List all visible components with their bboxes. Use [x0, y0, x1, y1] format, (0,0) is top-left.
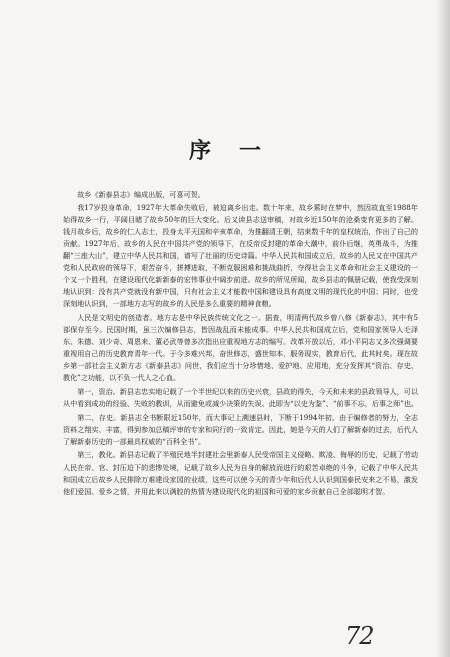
paragraph-4: 第一，资治。新县志忠实地记载了一个半世纪以来的历史兴衰，县政的得失，今天和未来的县政领导人，可以从中看到成功的经验、失败的教训，从而避免或减少决策的失误。此即为“以史为鉴”、“前事不忘，后事之师”也。: [63, 387, 419, 409]
paragraph-2: 我17岁投身革命，1927年大革命失败后，被迫离乡出走。数十年来，故乡萦时在梦中，然因故直至1988年始得故乡一行，平阔目睹了故乡50年的巨大变化。后又读县志送审稿，对故乡近150年的沧桑变有更多的了解。钱月故乡后，故乡的仁人志士，投身太平天国和辛亥革命，为推翻清王朝，结束数千年的皇权统治，作出了自己的贡献。1927年后，故乡的人民在中国共产党的领导下，在反帝反封建的革命大潮中，前仆后继，英勇战斗，为推翻“三座大山”，建立中华人民共和国，谱写了壮丽的历史诗篇。中华人民共和国成立后，故乡的人民又在中国共产党和人民政府的领导下，艰苦奋斗，拼搏进取，不断克服困难和挑战曲折，夺得社会主义革命和社会主义建设的一个又一个胜利，在建设现代化新新泰的宏伟事业中阔步前进。故乡的所见所闻，故乡县志的佩册记载，使我受深刻地认识到：没有共产党就没有新中国，只有社会主义才能救中国和建设具有高度文明的现代化的中国；同时，也受深刻地认识到，一部地方志写的故乡的人民是多么重要的精神食粮。: [63, 202, 418, 309]
paragraph-6: 第三，教化。新县志记载了半殖民地半封建社会里新泰人民受帝国主义侵略、欺凌、侮辱的历史，记载了劳动人民在帝、官、封压迫下的悲惨处境，记载了故乡人民为自身的解放而进行的艰苦卓绝的斗争，记载了中华人民共和国成立后故乡人民排除万难建设家园的业绩，这些可以使今天的青少年和后代人认识到国泰民安来之不易，激发他们爱国、爱乡之情，并用此来以满腔的热情为建设现代化的祖国和可爱的家乡贡献自己全部聪明才智。: [63, 450, 418, 496]
document-body: [63, 189, 418, 498]
paragraph-5: 第二，存史。新县志全书断限近150年，而大事记上溯速县时，下断于1994年初。由于编修者的努力，全志资料之翔实、丰富，得到参加总稿评审的专家和同行的一致肯定。因此，她是今天的人们了解新泰的过去，后代人了解新泰历史的一部最具权威的“百科全书”。: [63, 412, 418, 446]
page-edge-shadow: [436, 0, 450, 657]
paragraph-3: 人民是文明史的创造者。地方志是中华民族传统文化之一。据查，明清两代故乡曾八修《新泰志》，其中有5部保存至今。民国时期，虽三次编修县志，皆因战乱而未能成事。中华人民共和国成立后，党和国家领导人毛泽东、朱德、刘少奇、周恩来、董必武等曾多次指出应重视地方志的编写。改革开放以后，邓小平同志又多次强调要重视用自己的历史教育青年一代。于今多难兴邦，奋世修志，盛世知本，服务现实，教育后代，此其时矣。现在故乡第一部社会主义新方志《新泰县志》问世，我们应当十分珍惜地、爱护地、应用地，充分发挥其“资治、存史、教化”之功能，以不负一代人之心血。: [63, 312, 418, 383]
paragraph-1: 故乡《新泰县志》编成出版，可喜可贺。: [77, 190, 205, 199]
handwritten-page-number: 72: [345, 622, 374, 650]
page-title: 序一: [188, 139, 289, 164]
